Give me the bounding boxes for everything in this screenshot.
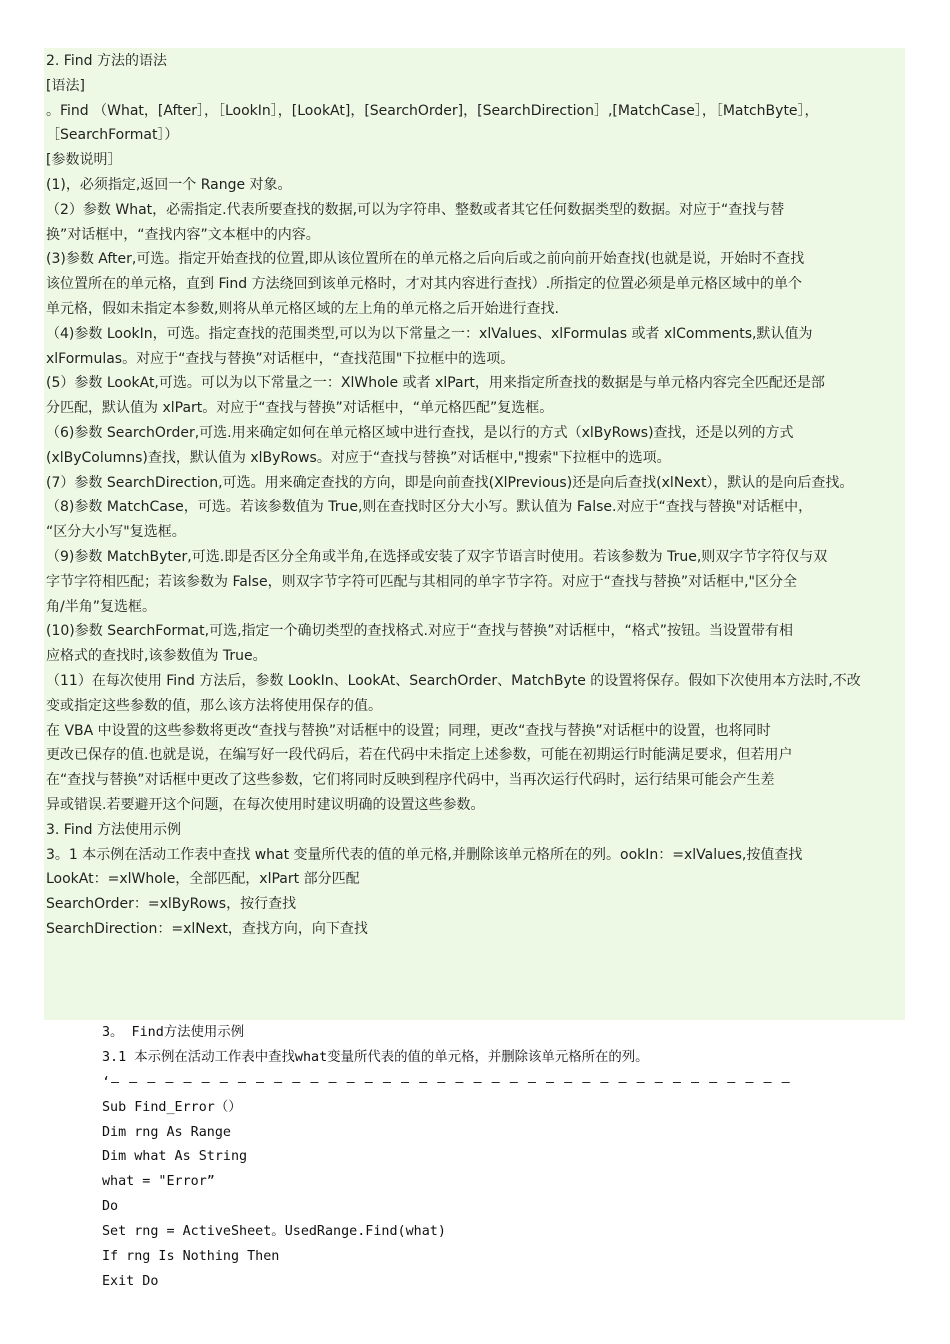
text-line: （4)参数 LookIn，可选。指定查找的范围类型,可以为以下常量之一：xlValues、xlFormulas 或者 xlComments,默认值为 xyxy=(46,325,813,342)
text-line: 分匹配，默认值为 xlPart。对应于“查找与替换”对话框中，“单元格匹配”复选框。 xyxy=(46,400,554,417)
text-line: (1)，必须指定,返回一个 Range 对象。 xyxy=(46,176,292,193)
text-line: 应格式的查找时,该参数值为 True。 xyxy=(46,648,267,665)
text-line: (5）参数 LookAt,可选。可以为以下常量之一：XlWhole 或者 xlPart，用来指定所查找的数据是与单元格内容完全匹配还是部 xyxy=(46,375,825,392)
code-section-subheading: 3.1 本示例在活动工作表中查找what变量所代表的值的单元格，并删除该单元格所在的列。 xyxy=(102,1049,649,1065)
code-line: Dim what As String xyxy=(102,1149,248,1165)
text-line: （6)参数 SearchOrder,可选.用来确定如何在单元格区域中进行查找，是以行的方式（xlByRows)查找，还是以列的方式 xyxy=(46,424,794,441)
text-line: （8)参数 MatchCase，可选。若该参数值为 True,则在查找时区分大小写。默认值为 False.对应于“查找与替换"对话框中， xyxy=(46,499,813,516)
text-line: 异或错误.若要避开这个问题，在每次使用时建议明确的设置这些参数。 xyxy=(46,796,485,813)
text-line: (10)参数 SearchFormat,可选,指定一个确切类型的查找格式.对应于“查找与替换”对话框中，“格式”按钮。当设置带有相 xyxy=(46,623,793,640)
code-line: what = "Error” xyxy=(102,1174,215,1190)
text-line: SearchDirection：=xlNext，查找方向，向下查找 xyxy=(46,920,368,937)
code-lines xyxy=(102,1096,862,1295)
text-line: “区分大小写"复选框。 xyxy=(46,524,186,541)
text-line: 角/半角”复选框。 xyxy=(46,598,156,615)
code-line: Do xyxy=(102,1199,119,1215)
text-line: 2. Find 方法的语法 xyxy=(46,53,167,69)
text-line: 在“查找与替换”对话框中更改了这些参数，它们将同时反映到程序代码中，当再次运行代码时，运行结果可能会产生差 xyxy=(46,772,775,789)
text-line: 在 VBA 中设置的这些参数将更改“查找与替换”对话框中的设置；同理，更改“查找与替换”对话框中的设置，也将同时 xyxy=(46,722,771,739)
text-line: ［SearchFormat］） xyxy=(46,127,179,144)
code-line: Exit Do xyxy=(102,1273,159,1289)
code-example-section xyxy=(102,1021,862,1295)
text-line: (7）参数 SearchDirection,可选。用来确定查找的方向，即是向前查找(XlPrevious)还是向后查找(xlNext），默认的是向后查找。 xyxy=(46,474,854,491)
text-line: [参数说明］ xyxy=(46,152,122,169)
code-line: Sub Find_Error（） xyxy=(102,1099,242,1115)
text-line: 3。1 本示例在活动工作表中查找 what 变量所代表的值的单元格,并删除该单元格所在的列。ookIn：=xlValues,按值查找 xyxy=(46,846,803,863)
code-section-heading: 3。 Find方法使用示例 xyxy=(102,1025,245,1040)
text-line: （2）参数 What，必需指定.代表所要查找的数据,可以为字符串、整数或者其它任何数据类型的数据。对应于“查找与替 xyxy=(46,201,785,218)
text-line: [语法] xyxy=(46,77,85,94)
text-line: 。Find （What，[After］，［LookIn］，[LookAt]，[SearchOrder]，[SearchDirection］,[MatchCase］，［MatchByte］， xyxy=(46,102,819,119)
text-line: 单元格，假如未指定本参数,则将从单元格区域的左上角的单元格之后开始进行查找. xyxy=(46,300,559,317)
text-line: SearchOrder：=xlByRows，按行查找 xyxy=(46,896,297,913)
code-line: If rng Is Nothing Then xyxy=(102,1249,280,1265)
text-line: (3)参数 After,可选。指定开始查找的位置,即从该位置所在的单元格之后向后或之前向前开始查找(也就是说，开始时不查找 xyxy=(46,251,805,268)
code-line: Set rng = ActiveSheet。UsedRange.Find(what) xyxy=(102,1224,446,1240)
text-line: （11）在每次使用 Find 方法后，参数 LookIn、LookAt、SearchOrder、MatchByte 的设置将保存。假如下次使用本方法时,不改 xyxy=(46,672,861,689)
code-line: Dim rng As Range xyxy=(102,1124,231,1140)
text-line: (xlByColumns)查找，默认值为 xlByRows。对应于“查找与替换”对话框中,"搜索"下拉框中的选项。 xyxy=(46,449,671,466)
text-line: 3. Find 方法使用示例 xyxy=(46,821,181,838)
text-line: （9)参数 MatchByter,可选.即是否区分全角或半角,在选择或安装了双字节语言时使用。若该参数为 True,则双字节字符仅与双 xyxy=(46,548,828,565)
comment-separator-line: ‘— — — — — — — — — — — — — — — — — — — — — — — — — — — — — — — — — — — — — — xyxy=(102,1074,791,1090)
text-line: xlFormulas。对应于“查找与替换”对话框中，“查找范围"下拉框中的选项。 xyxy=(46,350,515,367)
text-line: 变或指定这些参数的值，那么该方法将使用保存的值。 xyxy=(46,697,382,714)
text-line: 换”对话框中，“查找内容”文本框中的内容。 xyxy=(46,226,320,243)
highlighted-text-section xyxy=(44,48,905,1020)
text-line: LookAt：=xlWhole，全部匹配，xlPart 部分匹配 xyxy=(46,871,360,888)
text-line: 该位置所在的单元格，直到 Find 方法绕回到该单元格时，才对其内容进行查找）.所指定的位置必须是单元格区域中的单个 xyxy=(46,276,803,293)
text-line: 更改已保存的值.也就是说，在编写好一段代码后，若在代码中未指定上述参数，可能在初期运行时能满足要求，但若用户 xyxy=(46,747,793,764)
text-line: 字节字符相匹配；若该参数为 False，则双字节字符可匹配与其相同的单字节字符。对应于“查找与替换”对话框中,"区分全 xyxy=(46,573,797,590)
